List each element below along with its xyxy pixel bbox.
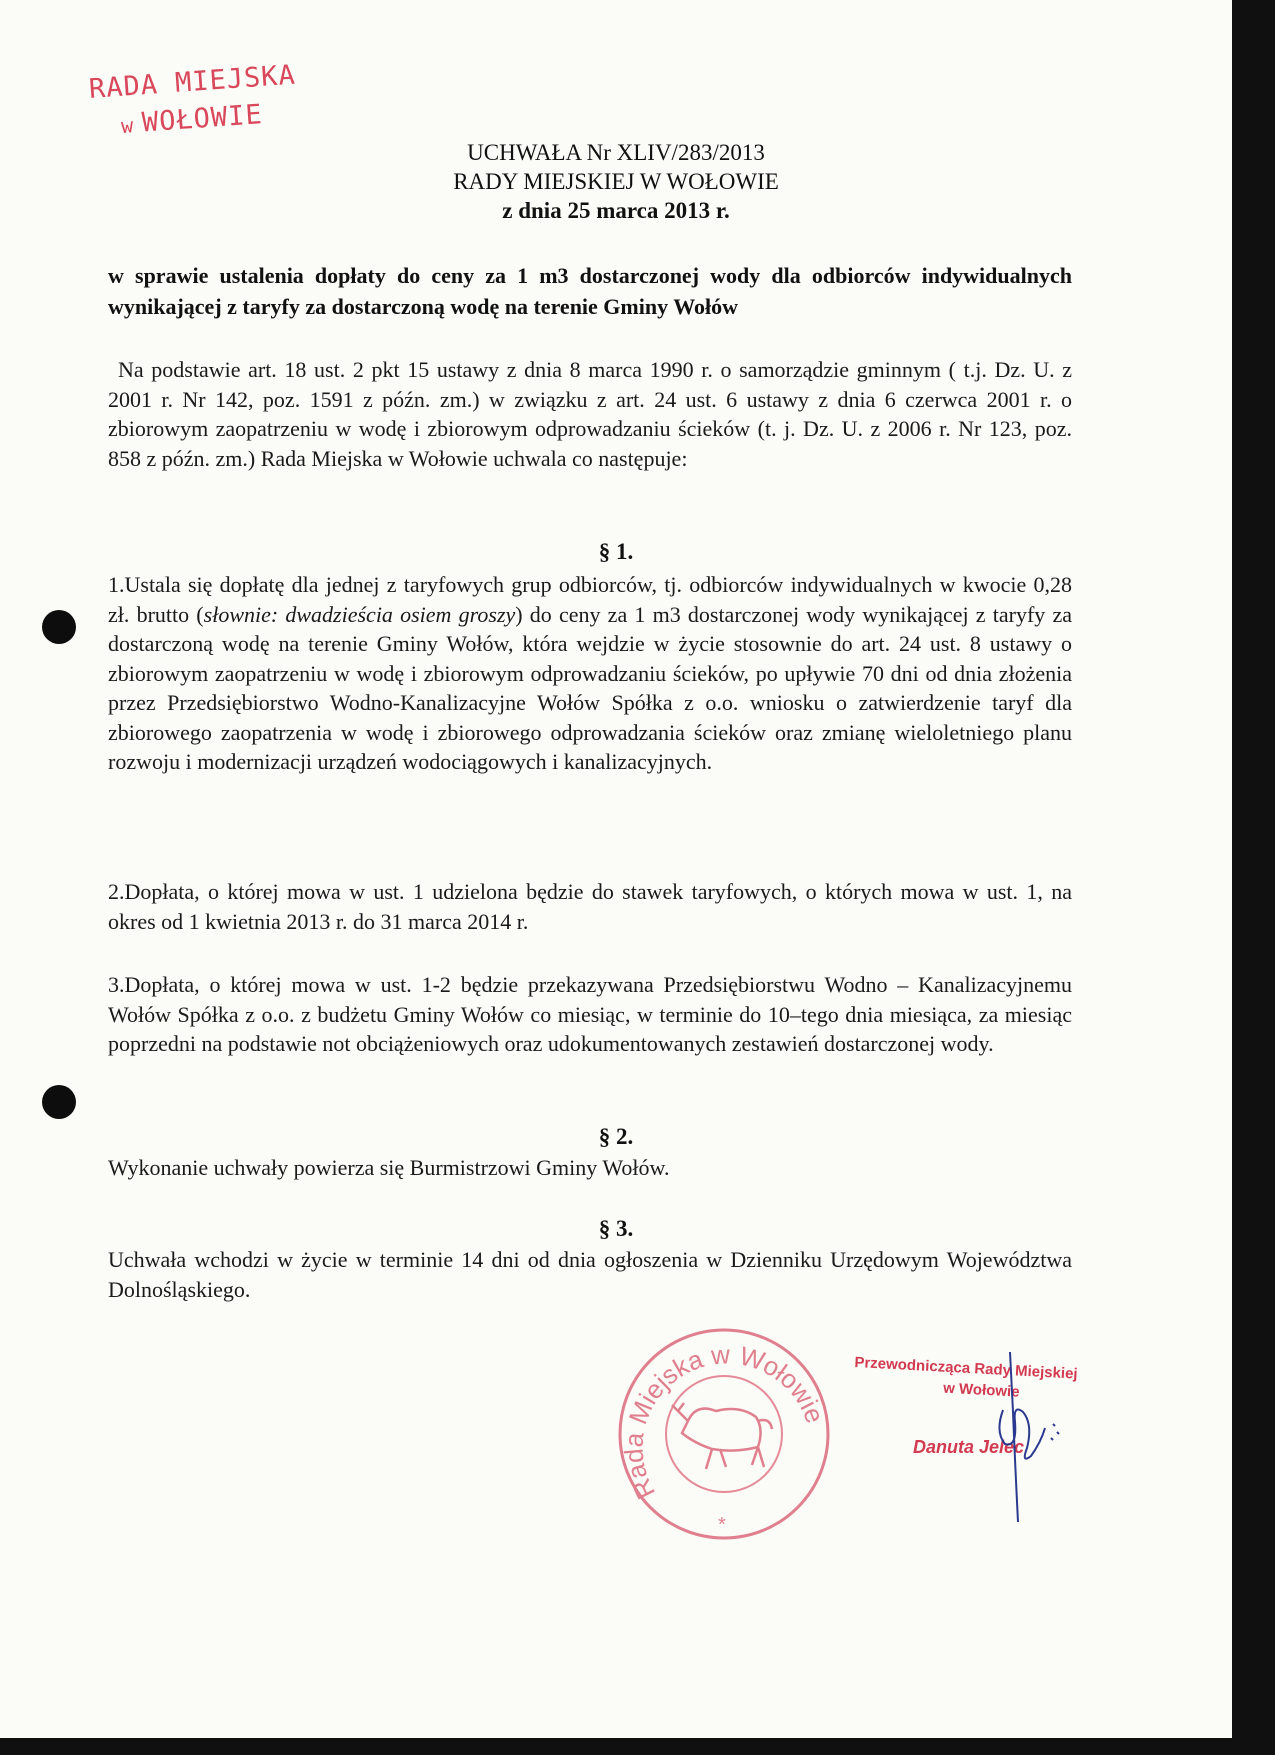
section-3-heading: § 3. (598, 1216, 634, 1241)
resolution-subject: w sprawie ustalenia dopłaty do ceny za 1 m3 dostarczonej wody dla odbiorców indywidualnych wynikającej z taryfy za dostarczoną wodę na terenie Gminy Wołów (108, 263, 1072, 319)
section-3-text: Uchwała wchodzi w życie w terminie 14 dni od dnia ogłoszenia w Dzienniku Urzędowym Województwa Dolnośląskiego. (108, 1247, 1072, 1302)
section-1-heading: § 1. (598, 539, 634, 564)
council-header-stamp (88, 59, 297, 140)
stamp-line-2-text: WOŁOWIE (140, 99, 264, 139)
seal-text: Rada Miejska w Wołowie (618, 1339, 831, 1504)
resolution-number: UCHWAŁA Nr XLIV/283/2013 (467, 140, 765, 165)
bull-emblem-icon (672, 1403, 772, 1469)
signature-title-line-1: Przewodnicząca Rady Miejskiej (854, 1353, 1079, 1383)
punch-hole-icon (42, 610, 76, 644)
stamp-line-2 (120, 97, 297, 140)
chairwoman-signature-stamp (855, 1352, 1135, 1527)
stamp-line-2-prefix: w (120, 113, 136, 138)
p1-text-after: ) do ceny za 1 m3 dostarczonej wody wynikającej z taryfy za dostarczoną wodę na terenie Gminy Wołów, która wejdzie w życie stosownie do art. 24 ust. 8 ustawy o zbiorowym zaopatrzeniu w wodę i zbiorowym odprowadzaniu ścieków, po upływie 70 dni od dnia złożenia przez Przedsiębiorstwo Wodno-Kanalizacyjne Wołów Spółka z o.o. wniosku o zatwierdzenie taryf dla zbiorowego zaopatrzenia w wodę i zbiorowego odprowadzania ścieków oraz zmianę wieloletniego planu rozwoju i modernizacji urządzeń wodociągowych i kanalizacyjnych. (108, 601, 1072, 774)
resolution-issuer: RADY MIEJSKIEJ W WOŁOWIE (453, 169, 779, 194)
p1-text-before: 1.Ustala się dopłatę dla jednej z taryfowych grup odbiorców, tj. odbiorców indywidualnych w kwocie 0,28 zł. brutto ( (108, 572, 1072, 627)
section-1-paragraph-1 (108, 570, 1072, 777)
signature-name: Danuta Jelec (913, 1437, 1025, 1457)
council-seal-graphic (612, 1325, 836, 1543)
signature-title-line-2: w Wołowie (942, 1379, 1020, 1401)
punch-hole-icon (42, 1085, 76, 1119)
p1-text-italic: słownie: dwadzieścia osiem groszy (203, 601, 516, 627)
section-1-paragraph-3: 3.Dopłata, o której mowa w ust. 1-2 będzie przekazywana Przedsiębiorstwu Wodno – Kanalizacyjnemu Wołów Spółka z o.o. z budżetu Gminy Wołów co miesiąc, w terminie do 10–tego dnia miesiąca, za miesiąc poprzedni na podstawie not obciążeniowych oraz udokumentowanych zestawień dostarczonej wody. (108, 972, 1072, 1056)
seal-star: * (718, 1514, 726, 1536)
legal-basis-paragraph: Na podstawie art. 18 ust. 2 pkt 15 ustawy z dnia 8 marca 1990 r. o samorządzie gminnym ( t.j. Dz. U. z 2001 r. Nr 142, poz. 1591 z późn. zm.) w związku z art. 24 ust. 6 ustawy z dnia 6 czerwca 2001 r. o zbiorowym zaopatrzeniu w wodę i zbiorowym odprowadzaniu ścieków (t. j. Dz. U. z 2006 r. Nr 123, poz. 858 z późn. zm.) Rada Miejska w Wołowie uchwala co następuje: (108, 357, 1072, 471)
resolution-date: z dnia 25 marca 2013 r. (502, 198, 730, 223)
section-2-text: Wykonanie uchwały powierza się Burmistrzowi Gminy Wołów. (108, 1155, 670, 1180)
handwritten-signature (855, 1352, 1135, 1527)
section-2-heading: § 2. (598, 1124, 634, 1149)
council-seal (612, 1325, 836, 1543)
stamp-line-1: RADA MIEJSKA (88, 59, 297, 105)
section-1-paragraph-2: 2.Dopłata, o której mowa w ust. 1 udzielona będzie do stawek taryfowych, o których mowa w ust. 1, na okres od 1 kwietnia 2013 r. do 31 marca 2014 r. (108, 879, 1072, 934)
